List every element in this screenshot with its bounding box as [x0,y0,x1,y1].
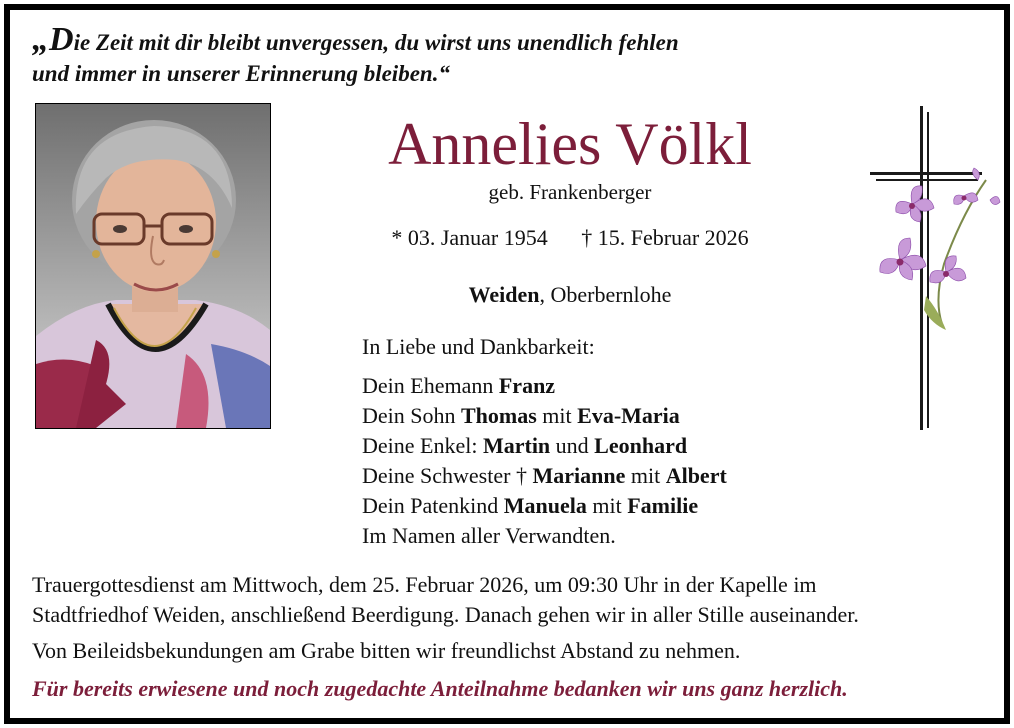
quote-line-2: und immer in unserer Erinnerung bleiben.“ [32,61,450,86]
family-line [362,431,727,461]
birth-date: * 03. Januar 1954 [391,225,548,250]
quote-line-1 [32,21,679,58]
residence-district: , Oberbernlohe [539,282,672,307]
relative-name: Familie [627,493,699,518]
relation: Dein Patenkind [362,493,504,518]
thanks-note: Für bereits erwiesene und noch zugedachte Anteilnahme bedanken wir uns ganz herzlich. [32,676,848,701]
relative-name: Marianne [532,463,626,488]
memorial-quote [32,21,679,89]
portrait-photo [35,103,271,429]
relation: Dein Sohn [362,403,461,428]
service-line-1: Trauergottesdienst am Mittwoch, dem 25. Februar 2026, um 09:30 Uhr in der Kapelle im [32,572,817,597]
quote-line-1-text: ie Zeit mit dir bleibt unvergessen, du wirst uns unendlich fehlen [73,30,679,55]
service-line-2: Stadtfriedhof Weiden, anschließend Beerdigung. Danach gehen wir in aller Stille auseinander. [32,602,859,627]
residence-town: Weiden [468,282,540,307]
connector: mit [625,463,666,488]
family-line [362,461,727,491]
family-line [362,401,727,431]
relative-name: Franz [498,373,556,398]
funeral-service-info [32,570,992,630]
deceased-name: Annelies Völkl [388,111,752,177]
condolence-note: Von Beileidsbekundungen am Grabe bitten wir freundlichst Abstand zu nehmen. [32,638,741,663]
maiden-name: geb. Frankenberger [488,180,652,204]
family-line [362,491,727,521]
relation: Dein Ehemann [362,373,499,398]
connector: und [550,433,595,458]
relative-name: Thomas [461,403,537,428]
relative-name: Leonhard [594,433,688,458]
relation: Deine Schwester † [362,463,533,488]
connector: mit [536,403,578,428]
cross-with-orchids-icon [866,104,1006,434]
family-list [362,332,727,551]
family-line [362,371,727,401]
obituary-frame [4,4,1010,724]
life-dates [350,225,790,251]
residence [350,282,790,308]
relative-name: Martin [482,433,551,458]
relation: Deine Enkel: [362,433,483,458]
relative-name: Eva-Maria [577,403,680,428]
quote-initial: „D [32,21,74,58]
connector: mit [586,493,628,518]
relative-name: Manuela [503,493,587,518]
family-closing: Im Namen aller Verwandten. [362,523,616,548]
death-date: † 15. Februar 2026 [581,225,749,250]
relative-name: Albert [665,463,727,488]
portrait-illustration [36,104,270,428]
family-intro: In Liebe und Dankbarkeit: [362,334,595,359]
